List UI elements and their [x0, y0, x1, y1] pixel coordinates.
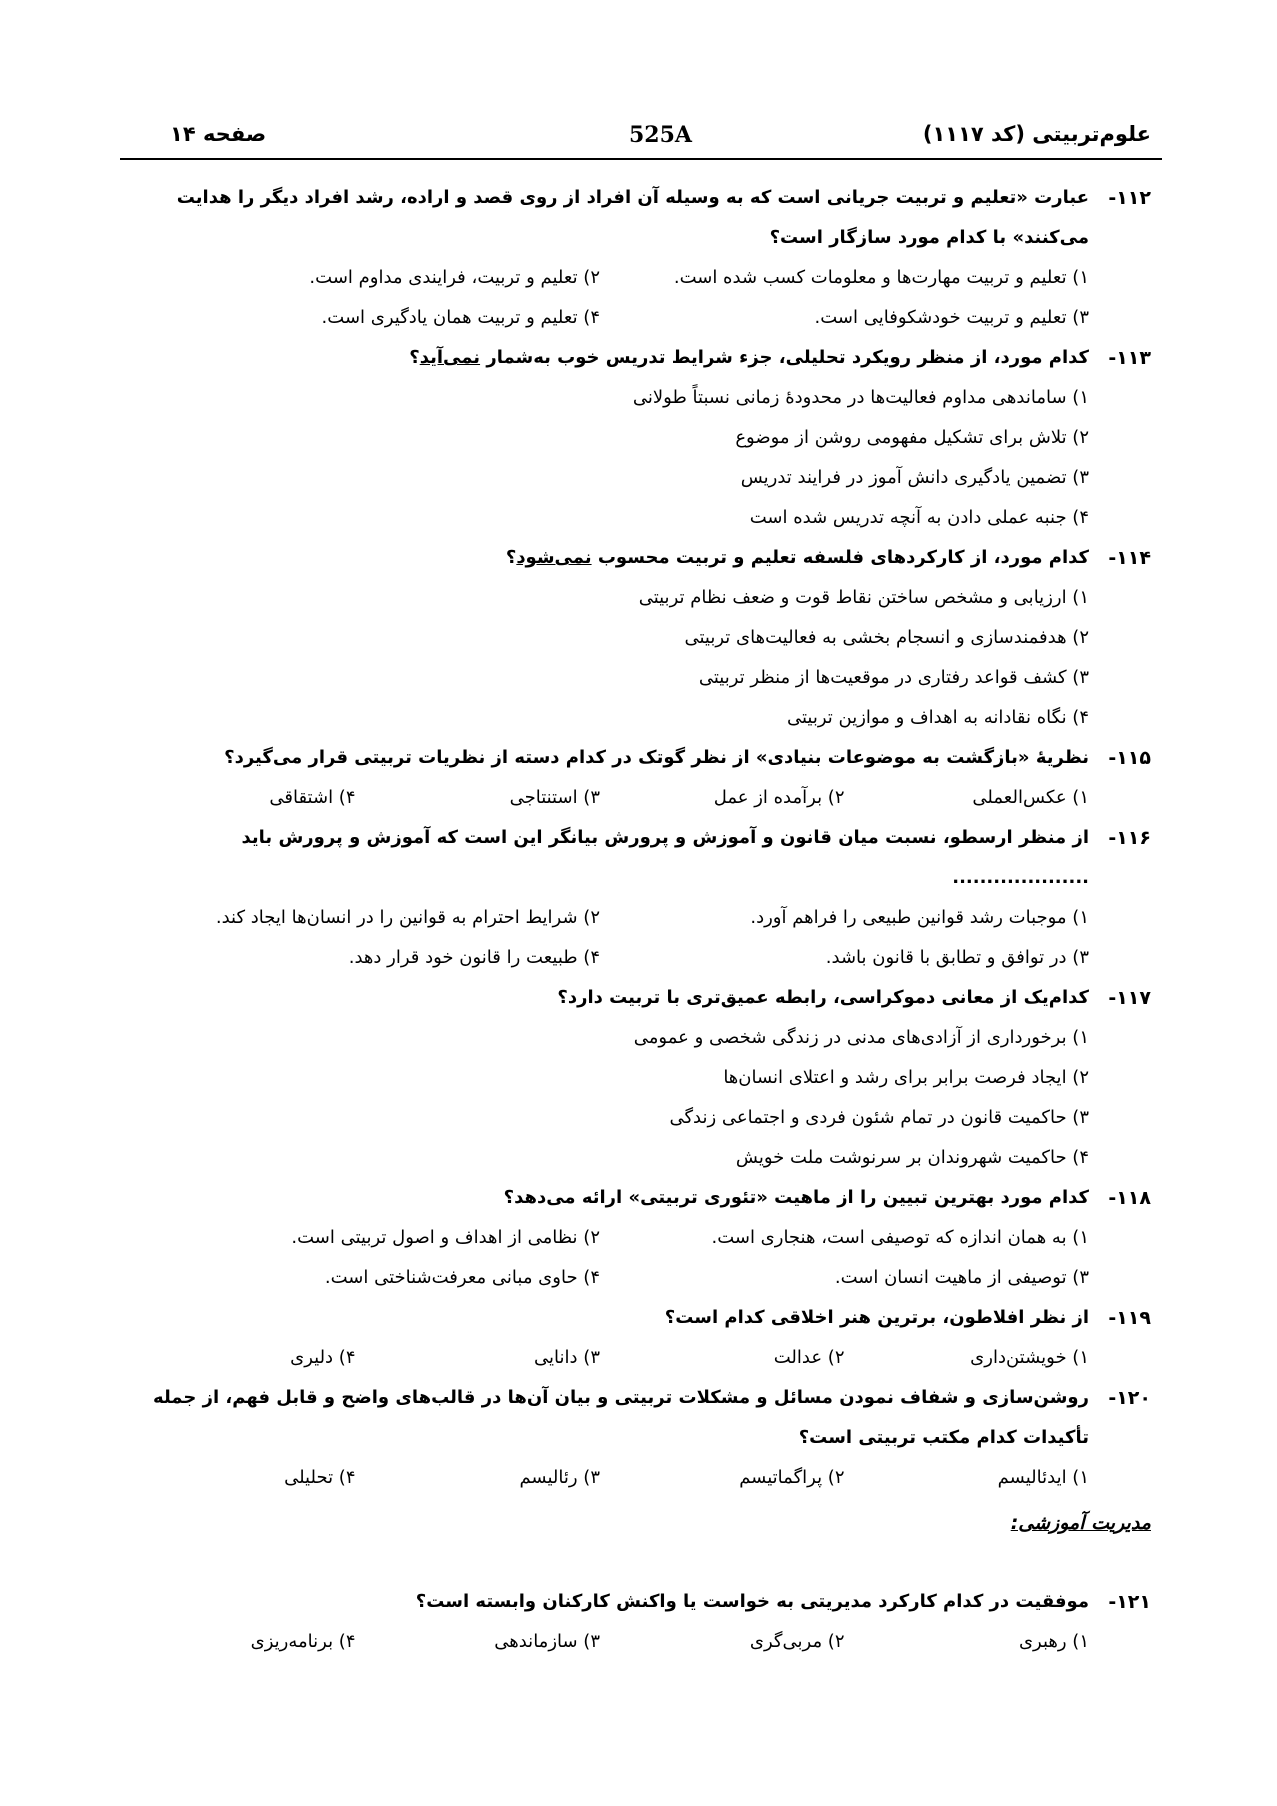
question-text: کدام‌یک از معانی دموکراسی، رابطه عمیق‌تری با تربیت دارد؟	[557, 987, 1089, 1008]
question-text: موفقیت در کدام کارکرد مدیریتی به خواست یا واکنش کارکنان وابسته است؟	[415, 1591, 1089, 1612]
option-3[interactable]: ۳) توصیفی از ماهیت انسان است.	[834, 1267, 1089, 1288]
option-2[interactable]: ۲) پراگماتیسم	[739, 1467, 845, 1488]
question-text: عبارت «تعلیم و تربیت جریانی است که به وسیله آن افراد از روی قصد و اراده، رشد افراد دیگر را هدایت می‌کنند» با کدام مورد سازگار است؟	[176, 187, 1089, 248]
question-117	[111, 978, 1151, 1178]
option-4[interactable]: ۴) حاکمیت شهروندان بر سرنوشت ملت خویش	[735, 1147, 1089, 1168]
options	[111, 898, 1151, 978]
page-header	[170, 122, 1151, 156]
negation-underlined: نمی‌شود	[516, 547, 592, 568]
question-text: نظریهٔ «بازگشت به موضوعات بنیادی» از نظر گوتک در کدام دسته از نظریات تربیتی قرار می‌گیرد؟	[224, 747, 1089, 768]
option-4[interactable]: ۴) تحلیلی	[284, 1467, 356, 1488]
question-text: از منظر ارسطو، نسبت میان قانون و آموزش و پرورش بیانگر این است که آموزش و پرورش باید ....................	[241, 827, 1089, 888]
option-4[interactable]: ۴) جنبه عملی دادن به آنچه تدریس شده است	[749, 507, 1089, 528]
option-1[interactable]: ۱) خویشتن‌داری	[970, 1347, 1089, 1368]
option-2[interactable]: ۲) ایجاد فرصت برابر برای رشد و اعتلای انسان‌ها	[723, 1067, 1089, 1088]
option-3[interactable]: ۳) استنتاجی	[509, 787, 600, 808]
question-number: ۱۲۱-	[1108, 1591, 1151, 1613]
question-text	[111, 538, 1089, 578]
options	[111, 378, 1151, 538]
question-118	[111, 1178, 1151, 1298]
option-2[interactable]: ۲) هدفمندسازی و انسجام بخشی به فعالیت‌های تربیتی	[684, 627, 1089, 648]
questions-block	[111, 178, 1151, 1498]
question-115	[111, 738, 1151, 818]
option-2[interactable]: ۲) عدالت	[773, 1347, 845, 1368]
option-2[interactable]: ۲) شرایط احترام به قوانین را در انسان‌ها ایجاد کند.	[215, 907, 600, 928]
option-4[interactable]: ۴) نگاه نقادانه به اهداف و موازین تربیتی	[786, 707, 1089, 728]
option-3[interactable]: ۳) سازماندهی	[494, 1631, 600, 1652]
question-text: از نظر افلاطون، برترین هنر اخلاقی کدام است؟	[664, 1307, 1089, 1328]
option-3[interactable]: ۳) دانایی	[534, 1347, 600, 1368]
option-1[interactable]: ۱) به همان اندازه که توصیفی است، هنجاری است.	[711, 1227, 1089, 1248]
question-text: کدام مورد بهترین تبیین را از ماهیت «تئوری تربیتی» ارائه می‌دهد؟	[503, 1187, 1089, 1208]
option-3[interactable]: ۳) حاکمیت قانون در تمام شئون فردی و اجتماعی زندگی	[669, 1107, 1089, 1128]
question-120	[111, 1378, 1151, 1498]
question-number: ۱۱۹-	[1108, 1307, 1151, 1329]
options	[111, 1458, 1151, 1498]
options	[111, 1018, 1151, 1178]
question-number: ۱۱۲-	[1108, 187, 1151, 209]
option-3[interactable]: ۳) کشف قواعد رفتاری در موقعیت‌ها از منظر تربیتی	[698, 667, 1089, 688]
option-3[interactable]: ۳) رئالیسم	[519, 1467, 600, 1488]
question-number: ۱۱۳-	[1108, 347, 1151, 369]
questions-block-2	[111, 1582, 1151, 1662]
question-116	[111, 818, 1151, 978]
options	[111, 1218, 1151, 1298]
options	[111, 258, 1151, 338]
option-3[interactable]: ۳) تضمین یادگیری دانش آموز در فرایند تدریس	[740, 467, 1089, 488]
option-2[interactable]: ۲) نظامی از اهداف و اصول تربیتی است.	[291, 1227, 600, 1248]
question-number: ۱۱۵-	[1108, 747, 1151, 769]
question-text-part: کدام مورد، از منظر رویکرد تحلیلی، جزء شرایط تدریس خوب به‌شمار	[480, 347, 1089, 368]
option-4[interactable]: ۴) حاوی مبانی معرفت‌شناختی است.	[324, 1267, 600, 1288]
option-4[interactable]: ۴) دلیری	[290, 1347, 356, 1368]
option-1[interactable]: ۱) برخورداری از آزادی‌های مدنی در زندگی شخصی و عمومی	[633, 1027, 1089, 1048]
question-121	[111, 1582, 1151, 1662]
option-4[interactable]: ۴) تعلیم و تربیت همان یادگیری است.	[321, 307, 600, 328]
question-119	[111, 1298, 1151, 1378]
header-page-number: صفحه ۱۴	[170, 122, 267, 146]
question-text: روشن‌سازی و شفاف نمودن مسائل و مشکلات تربیتی و بیان آن‌ها در قالب‌های واضح و قابل فهم، از جمله تأکیدات کدام مکتب تربیتی است؟	[153, 1387, 1089, 1448]
option-3[interactable]: ۳) تعلیم و تربیت خودشکوفایی است.	[814, 307, 1089, 328]
option-4[interactable]: ۴) اشتقاقی	[269, 787, 356, 808]
question-text	[111, 338, 1089, 378]
option-2[interactable]: ۲) تلاش برای تشکیل مفهومی روشن از موضوع	[735, 427, 1089, 448]
question-113	[111, 338, 1151, 538]
question-number: ۱۱۶-	[1108, 827, 1151, 849]
option-4[interactable]: ۴) طبیعت را قانون خود قرار دهد.	[348, 947, 600, 968]
option-1[interactable]: ۱) رهبری	[1018, 1631, 1089, 1652]
option-1[interactable]: ۱) موجبات رشد قوانین طبیعی را فراهم آورد.	[750, 907, 1089, 928]
options	[111, 1622, 1151, 1662]
question-112	[111, 178, 1151, 338]
option-4[interactable]: ۴) برنامه‌ریزی	[250, 1631, 356, 1652]
negation-underlined: نمی‌آید	[419, 347, 481, 368]
question-number: ۱۲۰-	[1108, 1387, 1151, 1409]
option-2[interactable]: ۲) مربی‌گری	[749, 1631, 845, 1652]
question-text-part: کدام مورد، از کارکردهای فلسفه تعلیم و تربیت محسوب	[591, 547, 1089, 568]
option-3[interactable]: ۳) در توافق و تطابق با قانون باشد.	[825, 947, 1089, 968]
header-subject: علوم‌تربیتی (کد ۱۱۱۷)	[922, 122, 1151, 146]
options	[111, 778, 1151, 818]
options	[111, 578, 1151, 738]
option-1[interactable]: ۱) ساماندهی مداوم فعالیت‌ها در محدودهٔ زمانی نسبتاً طولانی	[632, 387, 1089, 408]
question-number: ۱۱۴-	[1108, 547, 1151, 569]
question-mark: ؟	[505, 547, 517, 568]
question-number: ۱۱۸-	[1108, 1187, 1151, 1209]
option-2[interactable]: ۲) برآمده از عمل	[713, 787, 845, 808]
option-1[interactable]: ۱) ایدئالیسم	[997, 1467, 1089, 1488]
section-title: مدیریت آموزشی:	[1010, 1512, 1151, 1534]
question-114	[111, 538, 1151, 738]
question-mark: ؟	[409, 347, 420, 368]
option-1[interactable]: ۱) تعلیم و تربیت مهارت‌ها و معلومات کسب شده است.	[673, 267, 1089, 288]
options	[111, 1338, 1151, 1378]
option-2[interactable]: ۲) تعلیم و تربیت، فرایندی مداوم است.	[309, 267, 600, 288]
header-divider	[120, 158, 1162, 160]
option-1[interactable]: ۱) عکس‌العملی	[972, 787, 1089, 808]
option-1[interactable]: ۱) ارزیابی و مشخص ساختن نقاط قوت و ضعف نظام تربیتی	[638, 587, 1089, 608]
question-number: ۱۱۷-	[1108, 987, 1151, 1009]
header-booklet-code: 525A	[629, 122, 692, 148]
